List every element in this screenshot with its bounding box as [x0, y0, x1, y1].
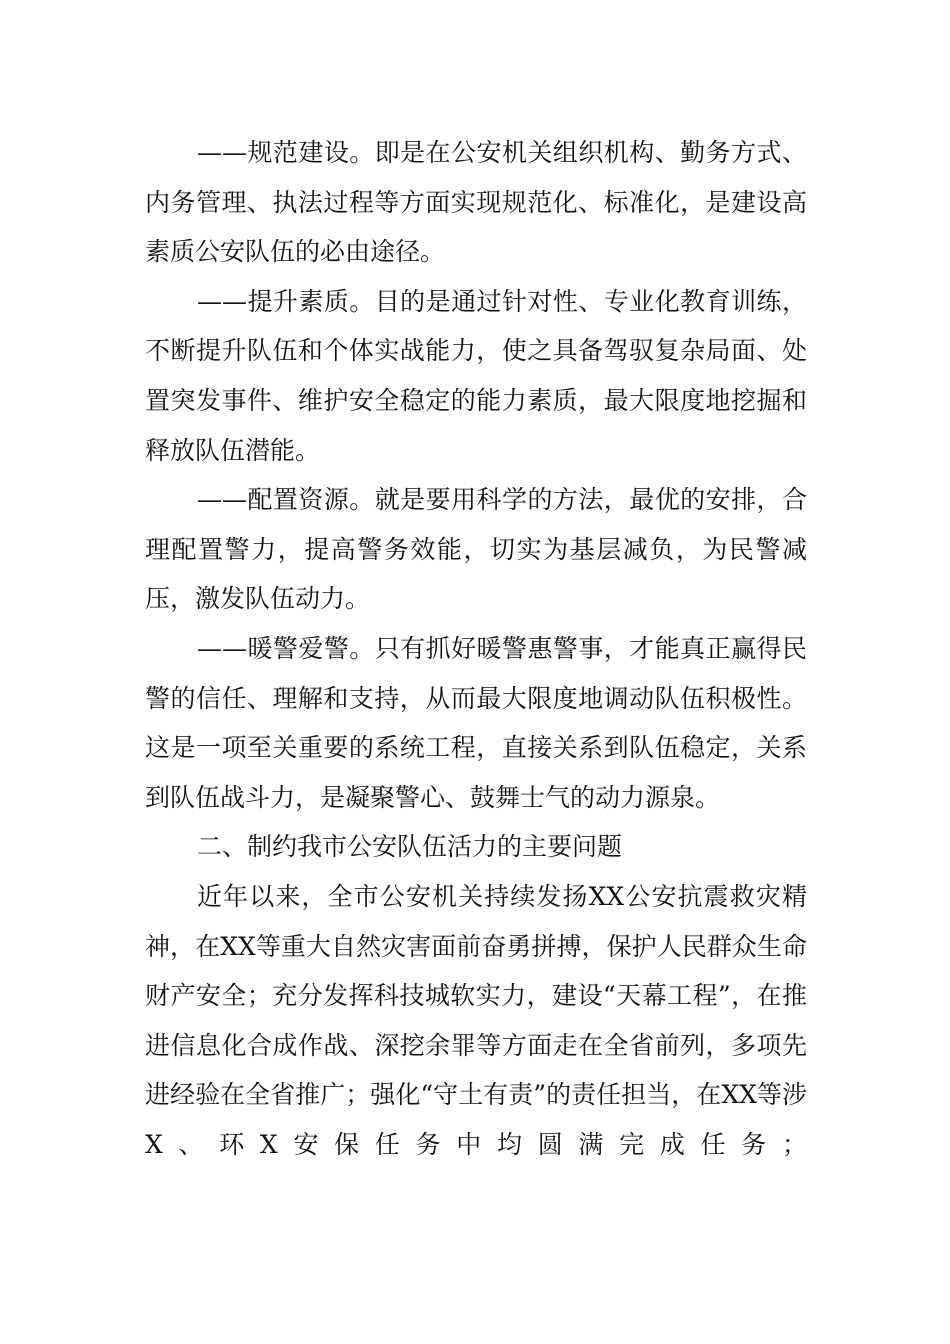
paragraph-allocate-resources: ——配置资源。就是要用科学的方法，最优的安排，合理配置警力，提高警务效能，切实为基层减负，为民警减压，激发队伍动力。	[145, 485, 807, 614]
document-body	[145, 128, 807, 1169]
section-heading-main-problems: 二、制约我市公安队伍活力的主要问题	[197, 832, 623, 862]
paragraph-standardized-construction: ——规范建设。即是在公安机关组织机构、勤务方式、内务管理、执法过程等方面实现规范化、标准化，是建设高素质公安队伍的必由途径。	[145, 138, 807, 267]
paragraph-recent-years: 近年以来，全市公安机关持续发扬XX公安抗震救灾精神，在XX等重大自然灾害面前奋勇拼搏，保护人民群众生命财产安全；充分发挥科技城软实力，建设“天幕工程”，在推进信息化合成作战、深挖余罪等方面走在全省前列，多项先进经验在全省推广；强化“守土有责”的责任担当，在XX等涉X、环X安保任务中均圆满完成任务；	[145, 881, 807, 1159]
paragraph-improve-quality: ——提升素质。目的是通过针对性、专业化教育训练，不断提升队伍和个体实战能力，使之具备驾驭复杂局面、处置突发事件、维护安全稳定的能力素质，最大限度地挖掘和释放队伍潜能。	[145, 286, 807, 465]
paragraph-care-for-police: ——暖警爱警。只有抓好暖警惠警事，才能真正赢得民警的信任、理解和支持，从而最大限度地调动队伍积极性。这是一项至关重要的系统工程，直接关系到队伍稳定，关系到队伍战斗力，是凝聚警心、鼓舞士气的动力源泉。	[145, 633, 807, 812]
